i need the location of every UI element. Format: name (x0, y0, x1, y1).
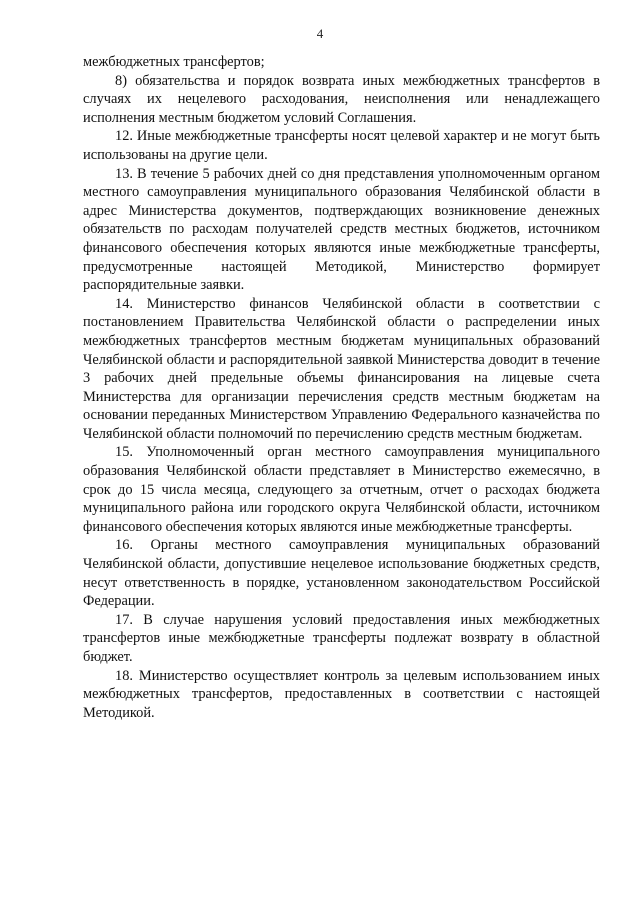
paragraph-clause-13: 13. В течение 5 рабочих дней со дня представления уполномоченным органом местного самоуправления муниципального образования Челябинской области в адрес Министерства документов, подтверждающих возникновение денежных обязательств по расходам получателей средств местных бюджетов, источником финансового обеспечения которых являются иные межбюджетные трансферты, предусмотренные настоящей Методикой, Министерство формирует распорядительные заявки. (83, 165, 600, 294)
paragraph-clause-14: 14. Министерство финансов Челябинской области в соответствии с постановлением Правительства Челябинской области о распределении иных межбюджетных трансфертов местным бюджетам муниципальных образований Челябинской области и распорядительной заявкой Министерства доводит в течение 3 рабочих дней предельные объемы финансирования на лицевые счета Министерства для организации перечисления средств местным бюджетам на основании переданных Министерством Управлению Федерального казначейства по Челябинской области полномочий по перечислению средств местным бюджетам. (83, 295, 600, 442)
paragraph-continuation: межбюджетных трансфертов; (83, 54, 265, 70)
document-body (83, 53, 600, 722)
paragraph-clause-12: 12. Иные межбюджетные трансферты носят целевой характер и не могут быть использованы на другие цели. (83, 128, 600, 163)
paragraph-clause-18: 18. Министерство осуществляет контроль за целевым использованием иных межбюджетных трансфертов, предоставленных в соответствии с настоящей Методикой. (83, 667, 600, 721)
paragraph-item-8: 8) обязательства и порядок возврата иных межбюджетных трансфертов в случаях их нецелевого расходования, неисполнения или ненадлежащего исполнения местным бюджетом условий Соглашения. (83, 72, 600, 126)
paragraph-clause-17: 17. В случае нарушения условий предоставления иных межбюджетных трансфертов иные межбюджетные трансферты подлежат возврату в областной бюджет. (83, 611, 600, 665)
paragraph-clause-15: 15. Уполномоченный орган местного самоуправления муниципального образования Челябинской области представляет в Министерство ежемесячно, в срок до 15 числа месяца, следующего за отчетным, отчет о расходах бюджета муниципального района или городского округа Челябинской области, источником финансового обеспечения которых являются иные межбюджетные трансферты. (83, 444, 600, 535)
paragraph-clause-16: 16. Органы местного самоуправления муниципальных образований Челябинской области, допустившие нецелевое использование бюджетных средств, несут ответственность в порядке, установленном законодательством Российской Федерации. (83, 537, 600, 610)
page-number: 4 (316, 26, 324, 41)
